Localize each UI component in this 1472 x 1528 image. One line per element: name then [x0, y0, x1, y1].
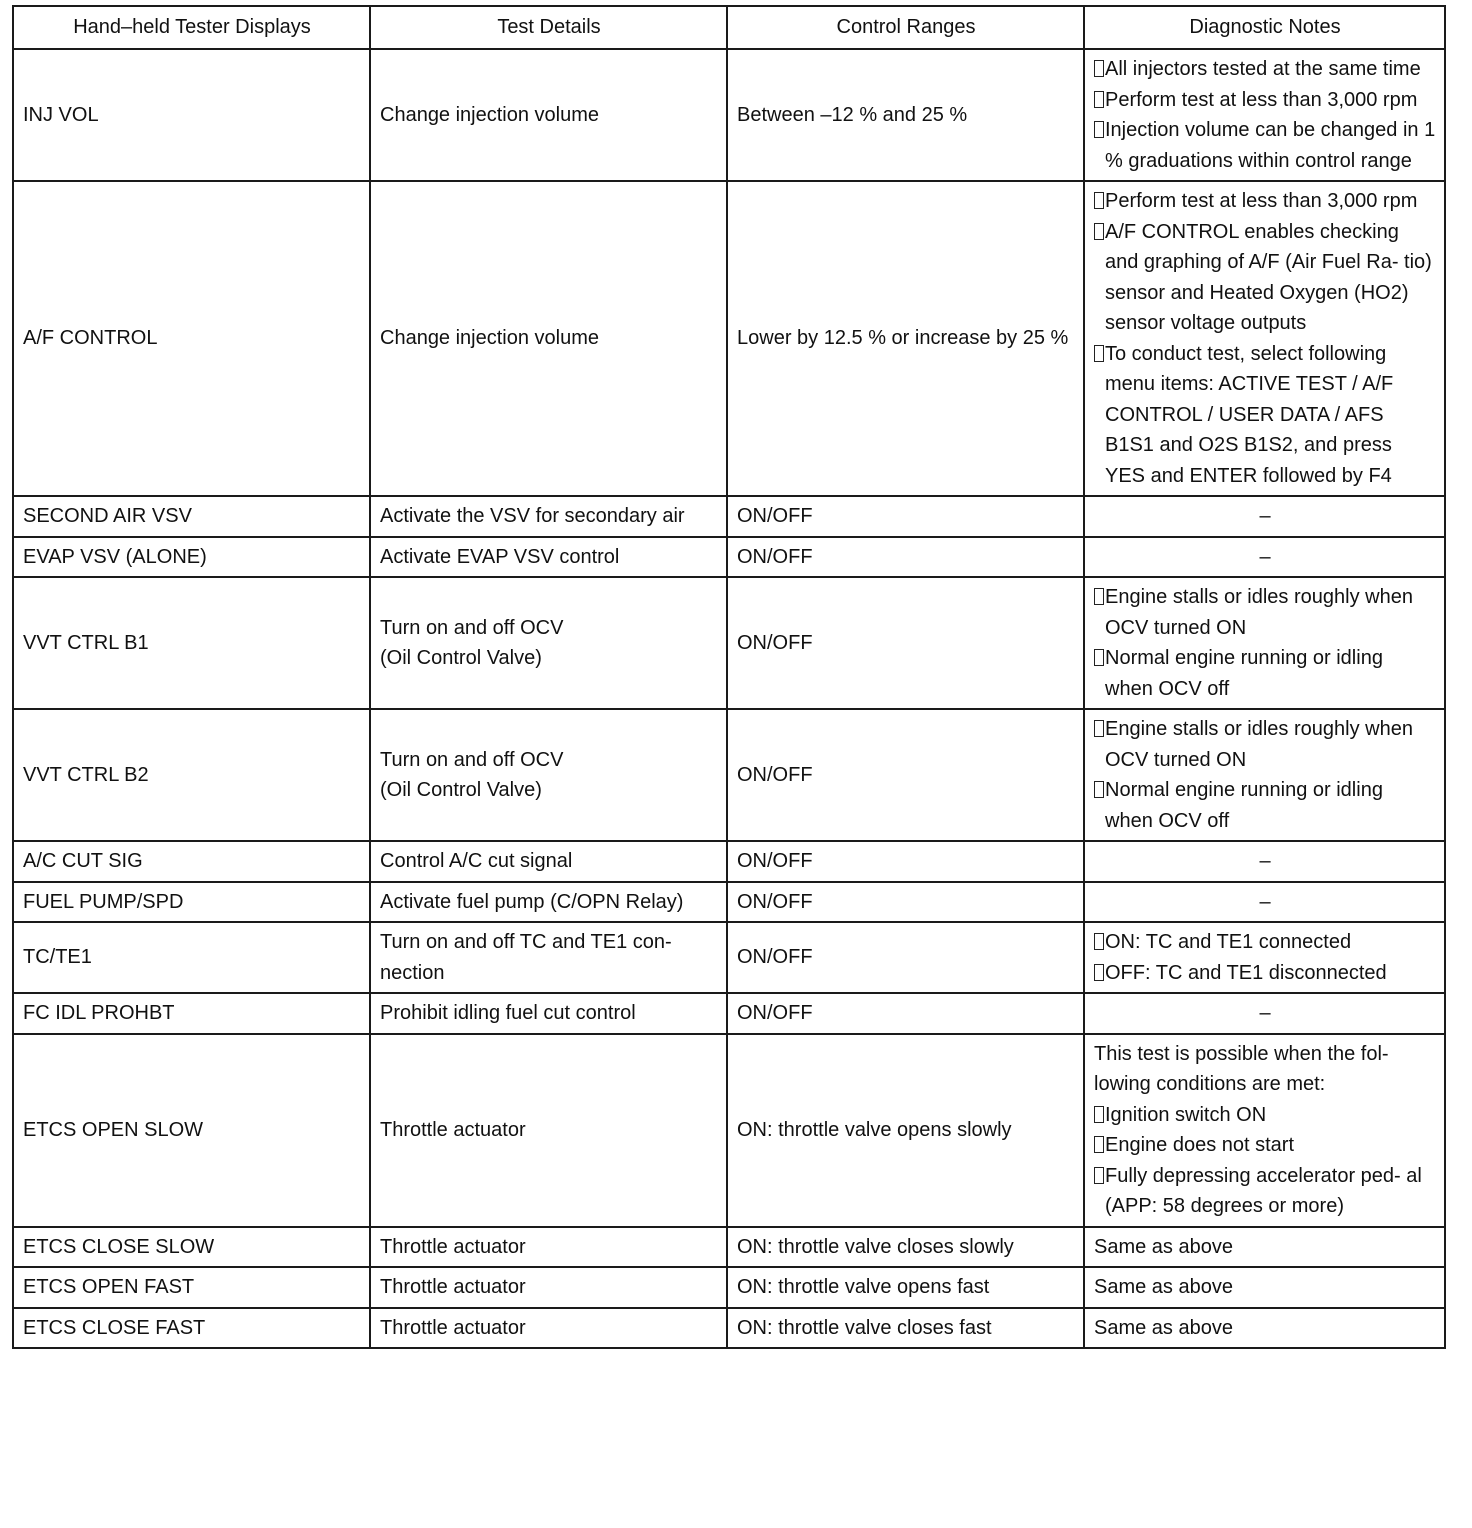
diagnostic-notes-cell: [1084, 882, 1445, 923]
table-row: [13, 537, 1445, 578]
test-details-line: Activate the VSV for secondary air: [380, 505, 685, 527]
table-row: [13, 49, 1445, 181]
table-row: [13, 922, 1445, 993]
diagnostic-note-text: Same as above: [1094, 1235, 1233, 1258]
control-range-cell: ON/OFF: [727, 882, 1084, 923]
diagnostic-notes-cell: [1084, 496, 1445, 537]
bullet-box-icon: [1094, 60, 1104, 77]
tester-display-cell: ETCS OPEN FAST: [13, 1267, 370, 1308]
test-details-line: Throttle actuator: [380, 1316, 526, 1339]
diagnostic-note-text: Engine does not start: [1105, 1134, 1295, 1156]
diagnostic-note: [1094, 775, 1436, 836]
bullet-box-icon: [1094, 223, 1104, 240]
diagnostic-notes-cell: [1084, 1227, 1445, 1268]
test-details-line: Throttle actuator: [380, 1118, 526, 1141]
diagnostic-note-text: Same as above: [1094, 1276, 1233, 1298]
table-row: [13, 1034, 1445, 1227]
diagnostic-notes-cell: [1084, 709, 1445, 841]
bullet-box-icon: [1094, 1167, 1104, 1184]
bullet-box-icon: [1094, 1136, 1104, 1153]
tester-display-cell: ETCS OPEN SLOW: [13, 1034, 370, 1227]
diagnostic-note: [1094, 186, 1436, 217]
control-range-cell: ON/OFF: [727, 709, 1084, 841]
control-range-cell: ON/OFF: [727, 537, 1084, 578]
diagnostic-note: [1094, 1039, 1436, 1100]
control-range-cell: Lower by 12.5 % or increase by 25 %: [727, 181, 1084, 496]
control-range-cell: ON: throttle valve opens fast: [727, 1267, 1084, 1308]
tester-display-cell: EVAP VSV (ALONE): [13, 537, 370, 578]
diagnostic-note: [1094, 927, 1436, 958]
bullet-box-icon: [1094, 649, 1104, 666]
test-details-line: (Oil Control Valve): [380, 647, 542, 669]
control-range-cell: ON/OFF: [727, 841, 1084, 882]
test-details-cell: [370, 577, 727, 709]
header-row: [13, 6, 1445, 49]
tester-display-cell: VVT CTRL B2: [13, 709, 370, 841]
control-range-cell: Between –12 % and 25 %: [727, 49, 1084, 181]
table-row: [13, 709, 1445, 841]
bullet-box-icon: [1094, 91, 1104, 108]
test-details-line: Turn on and off OCV: [380, 616, 564, 639]
diagnostic-note: [1094, 714, 1436, 775]
table-row: [13, 882, 1445, 923]
bullet-box-icon: [1094, 121, 1104, 138]
diagnostic-notes-cell: [1084, 1308, 1445, 1349]
tester-display-cell: INJ VOL: [13, 49, 370, 181]
test-details-cell: [370, 181, 727, 496]
bullet-box-icon: [1094, 933, 1104, 950]
table-row: [13, 1308, 1445, 1349]
control-range-cell: ON/OFF: [727, 922, 1084, 993]
test-details-line: Turn on and off OCV: [380, 748, 564, 771]
diagnostic-note-text: To conduct test, select following menu items: ACTIVE TEST / A/F CONTROL / USER DATA / AFS B1S1 and O2S B1S2, and press YES and ENTER followed by F4: [1105, 342, 1394, 487]
diagnostic-note: [1094, 217, 1436, 339]
tester-display-cell: TC/TE1: [13, 922, 370, 993]
diagnostic-note: [1094, 1272, 1436, 1303]
diagnostic-note-text: A/F CONTROL enables checking and graphing of A/F (Air Fuel Ra- tio) sensor and Heated Oxygen (HO2) sensor voltage outputs: [1105, 220, 1432, 334]
diagnostic-notes-cell: [1084, 1267, 1445, 1308]
diagnostic-note: [1094, 54, 1436, 85]
diagnostic-note-text: Engine stalls or idles roughly when OCV turned ON: [1105, 718, 1413, 771]
diagnostic-note: [1094, 1130, 1436, 1161]
test-details-cell: [370, 882, 727, 923]
test-details-cell: [370, 709, 727, 841]
test-details-cell: [370, 1308, 727, 1349]
test-details-line: Activate EVAP VSV control: [380, 545, 620, 568]
diagnostic-note-text: Normal engine running or idling when OCV off: [1105, 779, 1383, 832]
diagnostic-note: [1094, 115, 1436, 176]
diagnostic-notes-cell: [1084, 577, 1445, 709]
table-row: [13, 577, 1445, 709]
control-range-cell: ON: throttle valve closes slowly: [727, 1227, 1084, 1268]
diagnostic-note-text: All injectors tested at the same time: [1105, 58, 1421, 80]
control-range-cell: ON: throttle valve opens slowly: [727, 1034, 1084, 1227]
test-details-line: Change injection volume: [380, 327, 600, 350]
test-details-cell: [370, 496, 727, 537]
table-row: [13, 1267, 1445, 1308]
diagnostic-note-text: Perform test at less than 3,000 rpm: [1105, 88, 1418, 111]
control-range-cell: ON: throttle valve closes fast: [727, 1308, 1084, 1349]
bullet-box-icon: [1094, 781, 1104, 798]
header-diagnostic-notes: Diagnostic Notes: [1084, 6, 1445, 49]
tester-display-cell: A/C CUT SIG: [13, 841, 370, 882]
diagnostic-notes-cell: [1084, 49, 1445, 181]
control-range-cell: ON/OFF: [727, 496, 1084, 537]
active-test-table: [12, 5, 1446, 1349]
table-row: [13, 1227, 1445, 1268]
tester-display-cell: FC IDL PROHBT: [13, 993, 370, 1034]
diagnostic-note-text: Same as above: [1094, 1316, 1233, 1339]
diagnostic-note: [1094, 85, 1436, 116]
diagnostic-note: [1094, 339, 1436, 492]
diagnostic-note-text: Fully depressing accelerator ped- al (APP: 58 degrees or more): [1105, 1164, 1422, 1217]
table-row: [13, 841, 1445, 882]
no-notes-dash: –: [1259, 850, 1271, 872]
diagnostic-note-text: Ignition switch ON: [1105, 1103, 1267, 1126]
diagnostic-note: [1094, 1313, 1436, 1344]
diagnostic-note-text: Engine stalls or idles roughly when OCV turned ON: [1105, 586, 1413, 639]
diagnostic-note: [1094, 958, 1436, 989]
tester-display-cell: ETCS CLOSE FAST: [13, 1308, 370, 1349]
diagnostic-notes-cell: [1084, 537, 1445, 578]
test-details-cell: [370, 922, 727, 993]
test-details-cell: [370, 1267, 727, 1308]
diagnostic-note: [1094, 1161, 1436, 1222]
diagnostic-notes-cell: [1084, 1034, 1445, 1227]
no-notes-dash: –: [1259, 890, 1271, 913]
diagnostic-notes-cell: [1084, 181, 1445, 496]
diagnostic-note-text: OFF: TC and TE1 disconnected: [1105, 961, 1387, 984]
test-details-line: Change injection volume: [380, 103, 600, 126]
diagnostic-note-text: Injection volume can be changed in 1 % graduations within control range: [1105, 119, 1436, 172]
bullet-box-icon: [1094, 964, 1104, 981]
diagnostic-notes-cell: [1084, 841, 1445, 882]
test-details-line: Prohibit idling fuel cut control: [380, 1002, 636, 1024]
test-details-line: Activate fuel pump (C/OPN Relay): [380, 890, 684, 913]
table-row: [13, 181, 1445, 496]
diagnostic-note-text: Perform test at less than 3,000 rpm: [1105, 190, 1418, 212]
no-notes-dash: –: [1259, 505, 1271, 527]
test-details-line: Turn on and off TC and TE1 con- nection: [380, 931, 672, 984]
test-details-line: Control A/C cut signal: [380, 850, 573, 872]
diagnostic-notes-cell: [1084, 922, 1445, 993]
diagnostic-note-text: Normal engine running or idling when OCV off: [1105, 647, 1383, 700]
header-test-details: Test Details: [370, 6, 727, 49]
bullet-box-icon: [1094, 588, 1104, 605]
test-details-cell: [370, 993, 727, 1034]
control-range-cell: ON/OFF: [727, 993, 1084, 1034]
header-displays: Hand–held Tester Displays: [13, 6, 370, 49]
table-body: [13, 49, 1445, 1348]
test-details-cell: [370, 1034, 727, 1227]
diagnostic-note: [1094, 1100, 1436, 1131]
test-details-cell: [370, 841, 727, 882]
diagnostic-note: [1094, 582, 1436, 643]
diagnostic-notes-cell: [1084, 993, 1445, 1034]
bullet-box-icon: [1094, 1106, 1104, 1123]
control-range-cell: ON/OFF: [727, 577, 1084, 709]
diagnostic-note-text: ON: TC and TE1 connected: [1105, 931, 1352, 953]
table-row: [13, 993, 1445, 1034]
no-notes-dash: –: [1259, 545, 1271, 568]
tester-display-cell: ETCS CLOSE SLOW: [13, 1227, 370, 1268]
diagnostic-note: [1094, 1232, 1436, 1263]
bullet-box-icon: [1094, 720, 1104, 737]
no-notes-dash: –: [1259, 1002, 1271, 1024]
tester-display-cell: FUEL PUMP/SPD: [13, 882, 370, 923]
test-details-cell: [370, 49, 727, 181]
tester-display-cell: SECOND AIR VSV: [13, 496, 370, 537]
bullet-box-icon: [1094, 192, 1104, 209]
bullet-box-icon: [1094, 345, 1104, 362]
diagnostic-note: [1094, 643, 1436, 704]
test-details-cell: [370, 537, 727, 578]
table-row: [13, 496, 1445, 537]
test-details-cell: [370, 1227, 727, 1268]
diagnostic-note-text: This test is possible when the fol- lowing conditions are met:: [1094, 1042, 1389, 1095]
tester-display-cell: VVT CTRL B1: [13, 577, 370, 709]
header-control-ranges: Control Ranges: [727, 6, 1084, 49]
tester-display-cell: A/F CONTROL: [13, 181, 370, 496]
test-details-line: Throttle actuator: [380, 1276, 526, 1298]
test-details-line: Throttle actuator: [380, 1235, 526, 1258]
test-details-line: (Oil Control Valve): [380, 779, 542, 801]
